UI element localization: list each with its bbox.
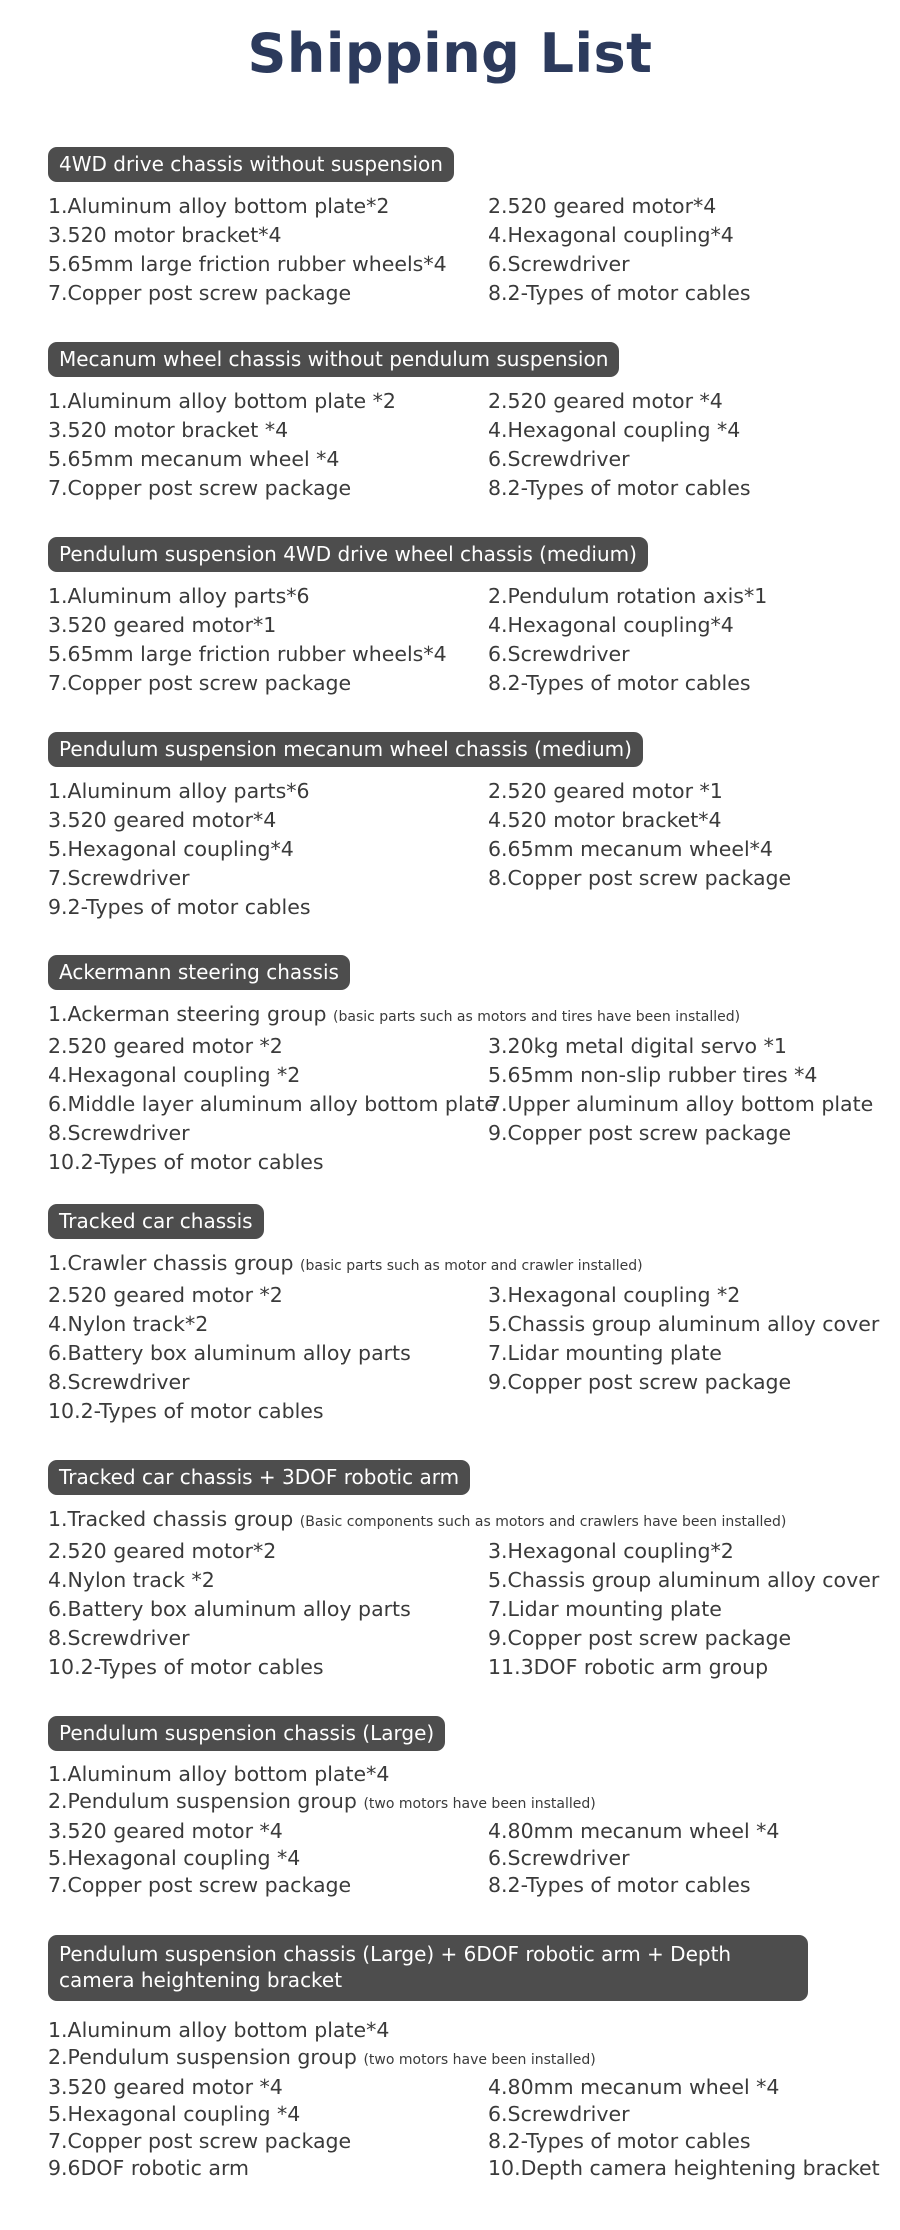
list-item: 7.Upper aluminum alloy bottom plate <box>488 1092 874 1116</box>
item-text: 1.Tracked chassis group <box>48 1507 294 1531</box>
section-pendulum-mecanum-medium <box>48 732 878 922</box>
list-item: 3.520 geared motor*4 <box>48 808 277 832</box>
list-item: 6.Screwdriver <box>488 642 630 666</box>
list-item: 4.Hexagonal coupling*4 <box>488 223 734 247</box>
list-item: 7.Lidar mounting plate <box>488 1341 722 1365</box>
section-4wd-no-suspension <box>48 147 878 308</box>
list-item: 10.Depth camera heightening bracket <box>488 2156 880 2180</box>
list-item: 8.2-Types of motor cables <box>488 476 751 500</box>
list-item: 9.Copper post screw package <box>488 1370 792 1394</box>
section-header: Ackermann steering chassis <box>48 955 350 990</box>
list-item: 6.Screwdriver <box>488 447 630 471</box>
list-item: 4.520 motor bracket*4 <box>488 808 722 832</box>
item-list <box>48 582 878 698</box>
section-header: Mecanum wheel chassis without pendulum suspension <box>48 342 619 377</box>
list-item: 4.Nylon track*2 <box>48 1312 209 1336</box>
section-pendulum-4wd-medium <box>48 537 878 698</box>
item-list <box>48 387 878 503</box>
item-note: (two motors have been installed) <box>363 2052 596 2068</box>
list-item: 6.Screwdriver <box>488 1846 630 1870</box>
list-item: 7.Copper post screw package <box>48 671 352 695</box>
list-item: 1.Aluminum alloy bottom plate *2 <box>48 389 396 413</box>
list-item: 1.Aluminum alloy bottom plate*4 <box>48 1762 390 1786</box>
list-item: 3.20kg metal digital servo *1 <box>488 1034 787 1058</box>
list-item: 7.Copper post screw package <box>48 476 352 500</box>
item-text: 2.Pendulum suspension group <box>48 2045 357 2069</box>
item-list <box>48 1000 878 1177</box>
list-item: 4.Hexagonal coupling *4 <box>488 418 741 442</box>
list-item: 5.Hexagonal coupling *4 <box>48 1846 301 1870</box>
section-header: Pendulum suspension chassis (Large) <box>48 1716 445 1751</box>
list-item: 4.80mm mecanum wheel *4 <box>488 1819 780 1843</box>
list-item: 4.Hexagonal coupling *2 <box>48 1063 301 1087</box>
section-header: Pendulum suspension mecanum wheel chassis (medium) <box>48 732 643 767</box>
list-item: 3.520 geared motor *4 <box>48 2075 283 2099</box>
list-item: 11.3DOF robotic arm group <box>488 1655 769 1679</box>
item-text: 1.Crawler chassis group <box>48 1251 294 1275</box>
list-item: 9.Copper post screw package <box>488 1121 792 1145</box>
section-header: Tracked car chassis + 3DOF robotic arm <box>48 1460 470 1495</box>
section-header: Tracked car chassis <box>48 1204 264 1239</box>
item-list <box>48 192 878 308</box>
item-note: (basic parts such as motor and crawler installed) <box>300 1258 643 1274</box>
list-item: 3.520 geared motor*1 <box>48 613 277 637</box>
item-list <box>48 1505 878 1682</box>
list-item: 5.Chassis group aluminum alloy cover <box>488 1312 880 1336</box>
list-item: 9.Copper post screw package <box>488 1626 792 1650</box>
list-item: 5.65mm large friction rubber wheels*4 <box>48 252 447 276</box>
section-tracked-chassis <box>48 1204 878 1426</box>
list-item: 5.Chassis group aluminum alloy cover <box>488 1568 880 1592</box>
list-item: 2.520 geared motor *1 <box>488 779 723 803</box>
item-list <box>48 777 878 922</box>
section-pendulum-large-6dof-camera <box>48 1935 878 2182</box>
list-item: 6.Battery box aluminum alloy parts <box>48 1341 411 1365</box>
list-item: 3.Hexagonal coupling *2 <box>488 1283 741 1307</box>
item-list <box>48 1761 878 1899</box>
list-item: 1.Aluminum alloy bottom plate*4 <box>48 2018 390 2042</box>
list-item: 9.6DOF robotic arm <box>48 2156 250 2180</box>
item-text: 2.Pendulum suspension group <box>48 1789 357 1813</box>
list-item: 2.520 geared motor*4 <box>488 194 717 218</box>
section-header: Pendulum suspension chassis (Large) + 6DOF robotic arm + Depth camera heightening bracket <box>48 1935 808 2001</box>
item-note: (two motors have been installed) <box>363 1796 596 1812</box>
list-item <box>48 1505 878 1537</box>
list-item: 10.2-Types of motor cables <box>48 1655 324 1679</box>
list-item: 6.Battery box aluminum alloy parts <box>48 1597 411 1621</box>
list-item: 6.Screwdriver <box>488 2102 630 2126</box>
list-item: 5.65mm large friction rubber wheels*4 <box>48 642 447 666</box>
list-item: 3.520 motor bracket *4 <box>48 418 289 442</box>
section-tracked-3dof-arm <box>48 1460 878 1682</box>
item-note: (Basic components such as motors and crawlers have been installed) <box>299 1514 787 1530</box>
list-item: 8.Screwdriver <box>48 1121 190 1145</box>
list-item <box>48 1249 878 1281</box>
list-item: 1.Aluminum alloy parts*6 <box>48 584 310 608</box>
section-pendulum-large <box>48 1716 878 1899</box>
list-item: 6.Middle layer aluminum alloy bottom plate <box>48 1092 497 1116</box>
list-item <box>48 2044 878 2074</box>
list-item: 6.Screwdriver <box>488 252 630 276</box>
list-item: 6.65mm mecanum wheel*4 <box>488 837 773 861</box>
list-item: 8.2-Types of motor cables <box>488 1873 751 1897</box>
list-item: 2.520 geared motor *2 <box>48 1034 283 1058</box>
list-item: 3.Hexagonal coupling*2 <box>488 1539 734 1563</box>
list-item: 2.520 geared motor *2 <box>48 1283 283 1307</box>
section-mecanum-no-suspension <box>48 342 878 503</box>
list-item: 10.2-Types of motor cables <box>48 1399 324 1423</box>
list-item: 9.2-Types of motor cables <box>48 895 311 919</box>
page-title: Shipping List <box>247 22 653 85</box>
list-item: 3.520 motor bracket*4 <box>48 223 282 247</box>
item-list <box>48 2017 878 2182</box>
list-item: 8.2-Types of motor cables <box>488 671 751 695</box>
list-item <box>48 1788 878 1818</box>
list-item: 2.520 geared motor *4 <box>488 389 723 413</box>
list-item: 3.520 geared motor *4 <box>48 1819 283 1843</box>
list-item: 5.Hexagonal coupling *4 <box>48 2102 301 2126</box>
section-header: 4WD drive chassis without suspension <box>48 147 454 182</box>
list-item: 8.Screwdriver <box>48 1370 190 1394</box>
list-item <box>48 1000 878 1032</box>
list-item: 1.Aluminum alloy bottom plate*2 <box>48 194 390 218</box>
list-item: 4.Hexagonal coupling*4 <box>488 613 734 637</box>
list-item: 4.80mm mecanum wheel *4 <box>488 2075 780 2099</box>
list-item: 5.65mm mecanum wheel *4 <box>48 447 340 471</box>
list-item: 7.Lidar mounting plate <box>488 1597 722 1621</box>
item-text: 1.Ackerman steering group <box>48 1002 327 1026</box>
list-item: 7.Copper post screw package <box>48 1873 352 1897</box>
list-item: 4.Nylon track *2 <box>48 1568 215 1592</box>
section-ackermann <box>48 955 878 1177</box>
list-item: 7.Copper post screw package <box>48 2129 352 2153</box>
item-note: (basic parts such as motors and tires have been installed) <box>333 1009 741 1025</box>
list-item: 5.Hexagonal coupling*4 <box>48 837 294 861</box>
list-item: 5.65mm non-slip rubber tires *4 <box>488 1063 818 1087</box>
list-item: 8.2-Types of motor cables <box>488 281 751 305</box>
item-list <box>48 1249 878 1426</box>
list-item: 7.Screwdriver <box>48 866 190 890</box>
list-item: 10.2-Types of motor cables <box>48 1150 324 1174</box>
list-item: 8.Copper post screw package <box>488 866 792 890</box>
list-item: 1.Aluminum alloy parts*6 <box>48 779 310 803</box>
section-header: Pendulum suspension 4WD drive wheel chassis (medium) <box>48 537 648 572</box>
list-item: 2.Pendulum rotation axis*1 <box>488 584 768 608</box>
list-item: 7.Copper post screw package <box>48 281 352 305</box>
list-item: 2.520 geared motor*2 <box>48 1539 277 1563</box>
list-item: 8.Screwdriver <box>48 1626 190 1650</box>
list-item: 8.2-Types of motor cables <box>488 2129 751 2153</box>
